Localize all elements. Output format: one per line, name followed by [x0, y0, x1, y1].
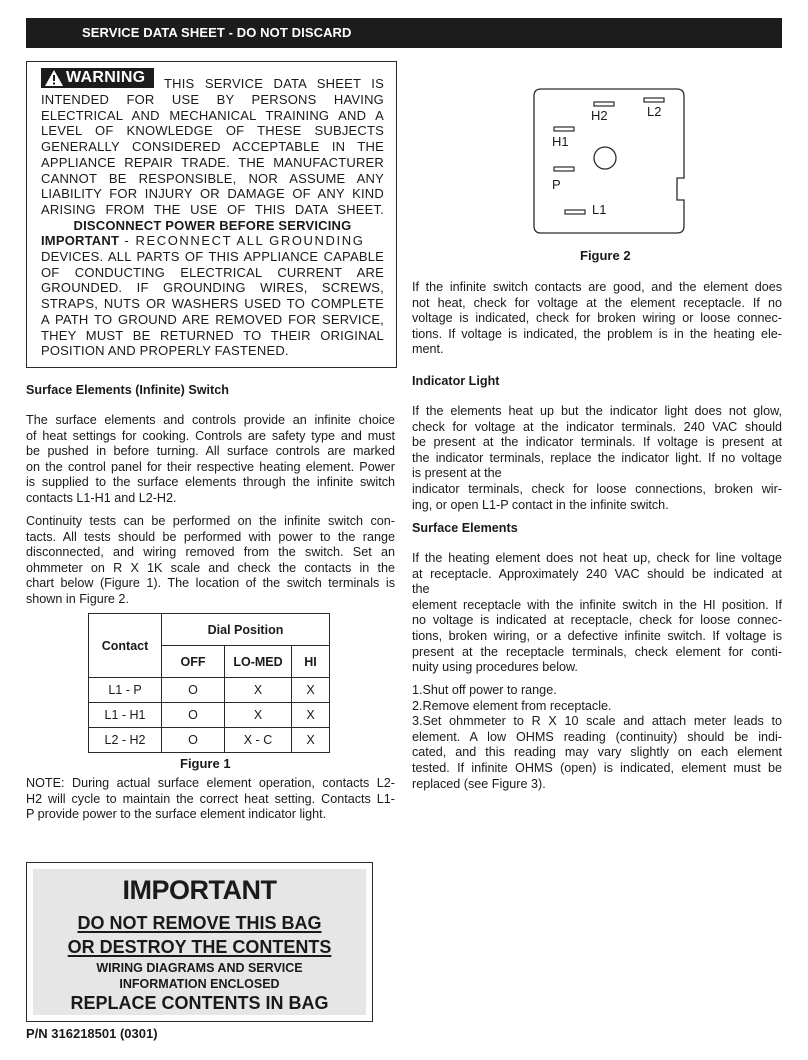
important-line-1: DO NOT REMOVE THIS BAG [77, 913, 322, 933]
text-line: NOTE: During actual surface element operation, contacts L2- [26, 776, 395, 790]
header-bar [26, 18, 782, 48]
text-line: present at the receptacle terminals, check element for conti- [412, 644, 782, 659]
important-small-2: INFORMATION ENCLOSED [119, 977, 280, 991]
text-line: shown in Figure 2. [26, 591, 129, 606]
important-small-1: WIRING DIAGRAMS AND SERVICE [96, 961, 303, 975]
important-line: OF CONDUCTING ELECTRICAL CURRENT ARE [41, 264, 384, 280]
step-line: replaced (see Figure 3). [412, 776, 546, 791]
important-title: IMPORTANT [122, 875, 277, 905]
text-line: Continuity tests can be performed on the infinite switch con- [26, 514, 395, 528]
table-header-off: OFF [162, 646, 225, 678]
warning-badge-label: WARNING [66, 69, 146, 86]
warning-line: CANNOT BE RESPONSIBLE, NOR ASSUME ANY [41, 170, 384, 186]
contact-table [88, 613, 330, 753]
table-cell: L1 - P [89, 678, 162, 703]
text-line: at receptacle. Approximately 240 VAC should be indicated at [412, 566, 782, 581]
replace-contents-line: REPLACE CONTENTS IN BAG [70, 993, 329, 1013]
step-line: 2.Remove element from receptacle. [412, 698, 612, 713]
text-line: is present at the [412, 466, 502, 481]
heading-indicator-light: Indicator Light [412, 374, 500, 388]
table-row [89, 728, 330, 753]
text-line: If the infinite switch contacts are good, and the element does [412, 280, 782, 294]
table-header-hi: HI [292, 646, 330, 678]
text-line: the [412, 582, 430, 597]
text-line: be present at the indicator terminals. If voltage is present at [412, 435, 782, 450]
important-box-inner [33, 869, 366, 1015]
text-line: ment. [412, 342, 444, 357]
terminal-label-h2: H2 [591, 108, 608, 123]
warning-line: THIS SERVICE DATA SHEET IS [164, 76, 384, 91]
step-line: 1.Shut off power to range. [412, 683, 557, 697]
switch-outline [533, 88, 693, 234]
figure-2-caption: Figure 2 [580, 248, 631, 263]
text-line: tions. If voltage is indicated, the problem is in the heating ele- [412, 326, 782, 341]
table-cell: X [292, 678, 330, 703]
terminal-label-l1: L1 [592, 202, 607, 217]
important-line: - RECONNECT ALL GROUNDING [119, 233, 365, 249]
part-number: P/N 316218501 (0301) [26, 1026, 158, 1041]
important-line: A PATH TO GROUND ARE REMOVED FOR SERVICE, [41, 311, 384, 327]
text-line: no voltage is indicated at receptacle, check for loose connec- [412, 613, 782, 628]
header-title: SERVICE DATA SHEET - DO NOT DISCARD [82, 25, 352, 40]
table-header-contact: Contact [89, 614, 162, 678]
text-line: ing, or open L1-P contact in the infinite switch. [412, 497, 669, 512]
text-line: The surface elements and controls provide an infinite choice [26, 413, 395, 427]
text-line: tions, broken wiring, or a defective infinite switch. If voltage is [412, 628, 782, 643]
table-cell: O [162, 678, 225, 703]
terminal-label-p: P [552, 177, 561, 192]
table-row [89, 703, 330, 728]
heading-surface-elements: Surface Elements [412, 521, 518, 535]
section-heading-infinite-switch: Surface Elements (Infinite) Switch [26, 383, 229, 397]
table-cell: X - C [225, 728, 292, 753]
important-notice-first-line [41, 233, 384, 249]
text-line: indicator terminals, check for loose connections, broken wir- [412, 481, 782, 496]
terminal-label-h1: H1 [552, 134, 569, 149]
text-line: check for voltage at the indicator terminals. 240 VAC should [412, 419, 782, 434]
text-line: tacts. All tests should be performed with power to the range [26, 529, 395, 544]
table-row [89, 678, 330, 703]
warning-line: APPLIANCE REPAIR TRADE. THE MANUFACTURER [41, 154, 384, 170]
important-line: THEY MUST BE RETURNED TO THEIR ORIGINAL [41, 327, 384, 343]
text-line: If the heating element does not heat up, check for line voltage [412, 551, 782, 565]
text-line: If the elements heat up but the indicator light does not glow, [412, 404, 782, 418]
table-header-dial-position: Dial Position [162, 614, 330, 646]
important-box [26, 862, 373, 1022]
table-cell: O [162, 728, 225, 753]
text-line: on the control panel for their respective heating element. Power [26, 459, 395, 474]
table-cell: X [292, 728, 330, 753]
important-line: POSITION AND PROPERLY FASTENED. [41, 343, 289, 359]
warning-line: INTENDED FOR USE BY PERSONS HAVING [41, 92, 384, 107]
important-line: STRAPS, NUTS OR WASHERS USED TO COMPLETE [41, 296, 384, 312]
paragraph-indicator-light [412, 404, 782, 513]
text-line: the indicator terminals, replace the indicator light. If no voltage [412, 450, 782, 465]
text-line: element receptacle with the infinite switch in the HI position. If [412, 597, 782, 612]
text-line: be pushed in before turning. All surface controls are marked [26, 444, 395, 459]
warning-line: ARISING FROM THE USE OF THIS DATA SHEET. [41, 201, 384, 217]
text-line: H2 will cycle to maintain the correct heat setting. Contacts L1- [26, 791, 395, 806]
warning-badge [41, 68, 154, 88]
text-line: nuity using procedures below. [412, 660, 578, 675]
table-cell: X [225, 678, 292, 703]
table-header-lo-med: LO-MED [225, 646, 292, 678]
text-line: P provide power to the surface element indicator light. [26, 807, 327, 822]
note-paragraph [26, 776, 395, 823]
text-line: not heat, check for voltage at the element receptacle. If no [412, 295, 782, 310]
text-line: is supplied to the surface elements through the infinite switch [26, 475, 395, 490]
text-line: ohmmeter on R X 1K scale and check the contacts in the [26, 560, 395, 575]
warning-line: GENERALLY CONSIDERED ACCEPTABLE IN THE [41, 139, 384, 155]
warning-line: LEVEL OF KNOWLEDGE OF THESE SUBJECTS [41, 123, 384, 139]
text-line: chart below (Figure 1). The location of the switch terminals is [26, 576, 395, 591]
step-line: tested. If infinite OHMS (open) is indicated, element must be [412, 760, 782, 775]
terminal-label-l2: L2 [647, 104, 662, 119]
paragraph-continuity-tests [26, 514, 395, 608]
table-cell: L2 - H2 [89, 728, 162, 753]
warning-line: ELECTRICAL AND MECHANICAL TRAINING AND A [41, 107, 384, 123]
step-line: cated, and this reading may vary slightly on each element [412, 745, 782, 760]
warning-box [26, 61, 397, 368]
table-cell: O [162, 703, 225, 728]
important-line-2: OR DESTROY THE CONTENTS [67, 937, 332, 957]
step-line: element. A low OHMS reading (continuity) should be indi- [412, 729, 782, 744]
important-line: GROUNDED. IF GROUNDING WIRES, SCREWS, [41, 280, 384, 296]
paragraph-switch-contacts [412, 280, 782, 358]
important-line: DEVICES. ALL PARTS OF THIS APPLIANCE CAPABLE [41, 249, 384, 264]
warning-line: LIABILITY FOR INJURY OR DAMAGE OF ANY KIND [41, 186, 384, 202]
paragraph-surface-elements [412, 551, 782, 676]
table-cell: X [292, 703, 330, 728]
disconnect-notice: DISCONNECT POWER BEFORE SERVICING [73, 217, 352, 233]
table-cell: L1 - H1 [89, 703, 162, 728]
text-line: disconnected, and wiring removed from the switch. Set an [26, 545, 395, 560]
step-line: 3.Set ohmmeter to R X 10 scale and attach meter leads to [412, 714, 782, 729]
warning-triangle-icon [44, 69, 64, 87]
table-cell: X [225, 703, 292, 728]
figure-1-caption: Figure 1 [180, 756, 231, 771]
figure-2-diagram [533, 88, 693, 234]
important-label: IMPORTANT [41, 233, 120, 249]
procedure-steps [412, 683, 782, 792]
text-line: contacts L1-H1 and L2-H2. [26, 490, 177, 505]
paragraph-surface-controls [26, 413, 395, 507]
text-line: of heat settings for cooking. Controls are safety type and must [26, 428, 395, 443]
text-line: voltage is indicated, check for broken wiring or loose connec- [412, 311, 782, 326]
